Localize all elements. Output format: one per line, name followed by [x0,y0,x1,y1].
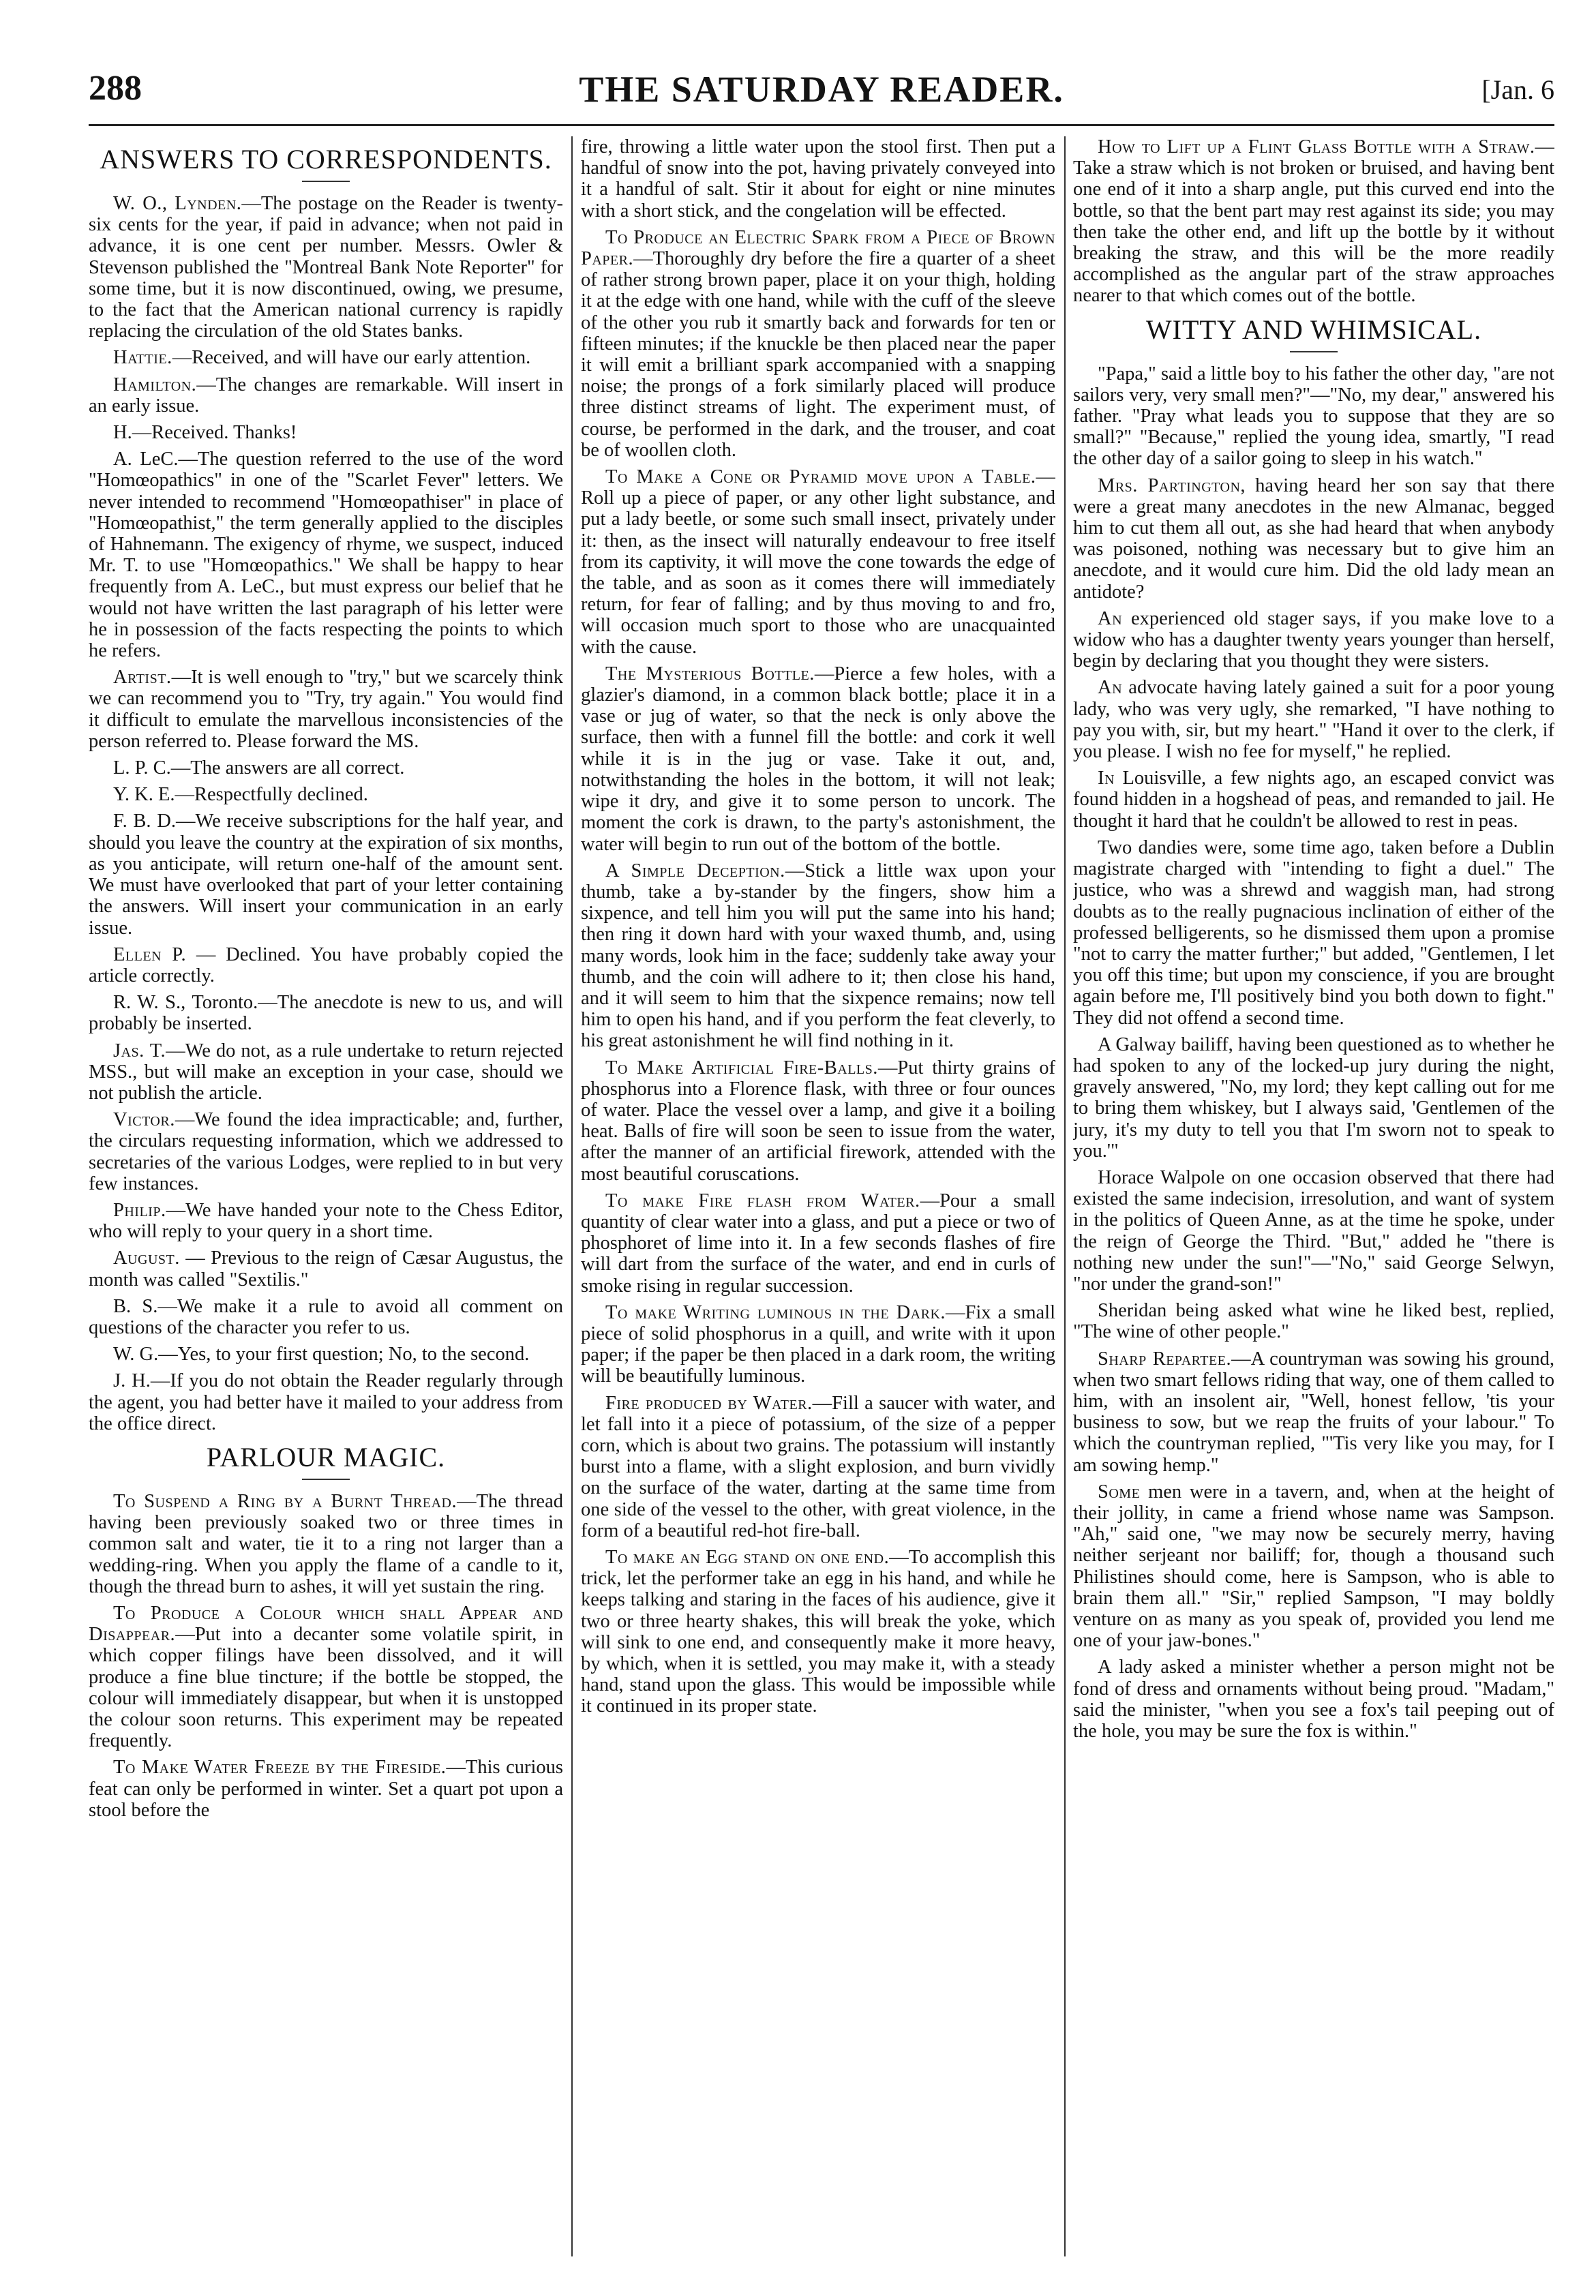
article-paragraph [1073,768,1554,832]
article-paragraph [581,860,1055,1052]
article-paragraph [581,1302,1055,1387]
article-paragraph [581,136,1055,222]
article-paragraph [89,1040,563,1104]
paragraph-text: —Fix a small piece of solid phosphorus in a quill, and write with it upon paper; if the paper be then placed in a dark room, the writing will be beautifully luminous. [581,1301,1055,1387]
paragraph-lead: Ellen P. [113,943,187,965]
article-paragraph [1073,1300,1554,1342]
paragraph-lead: Victor. [113,1109,175,1131]
paragraph-text: advocate having lately gained a suit for a poor young lady, who was very ugly, she remarked, "I have nothing to pay you with, sir, but my heart." "Hand it over to the clerk, if you please. I wish no fee for myself," he replied. [1073,677,1554,763]
article-paragraph [89,193,563,342]
paragraph-text: —Stick a little wax upon your thumb, take a by-stander by the fingers, show him a sixpence, and tell him you will put the same into his hand; then ring it down hard with your waxed thumb, and, using many words, look him in the face; suddenly take away your thumb, and the coin will adhere to it; then close his hand, and it will seem to him that the sixpence remains; now tell him to open his hand, and if you perform the feat cleverly, to his great astonishment he will find nothing in it. [581,860,1055,1052]
paragraph-text: —The changes are remarkable. Will insert in an early issue. [89,374,563,417]
article-paragraph [1073,608,1554,672]
paragraph-text: B. S.—We make it a rule to avoid all comment on questions of the character you refer to us. [89,1295,563,1338]
paragraph-lead: An [1098,607,1123,629]
article-paragraph [1073,475,1554,603]
article-paragraph [89,944,563,986]
paragraph-text: —Fill a saucer with water, and let fall into it a piece of potassium, of the size of a pepper corn, which is about two grains. The potassium will instantly burst into a flame, with a slight explosion, and burn vividly on the surface of the water, darting at the same time from one side of the vessel to the other, with great violence, in the form of a beautiful red-hot fire-ball. [581,1392,1055,1541]
page-number: 288 [89,69,142,108]
column-3 [1073,136,1554,2256]
article-paragraph [581,1057,1055,1185]
article-paragraph [1073,363,1554,470]
paragraph-text: —A countryman was sowing his ground, when two smart fellows riding that way, one of them called to him, with an insolent air, "Well, honest fellow, 'tis your business to sow, but we reap the fruits of your labour." To which the countryman replied, "'Tis very like you may, for I am sowing hemp." [1073,1348,1554,1476]
witty-list [1073,363,1554,1742]
paragraph-text: A lady asked a minister whether a person might not be fond of dress and ornaments without being proud. "Madam," said the minister, "when you see a fox's tail peeping out of the hole, you may be sure the fox is within." [1073,1657,1554,1742]
paragraph-text: —Received, and will have our early attention. [172,347,531,369]
paragraph-text: experienced old stager says, if you make love to a widow who has a daughter twenty years younger than herself, begin by declaring that you thought they were sisters. [1073,607,1554,672]
article-paragraph [581,1393,1055,1541]
paragraph-text: —The thread having been previously soaked two or three times in common salt and water, tie it to a ring not larger than a wedding-ring. When you apply the flame of a candle to it, though the thread burn to ashes, it will yet sustain the ring. [89,1490,563,1597]
paragraph-text: L. P. C.—The answers are all correct. [113,757,405,779]
article-paragraph [89,1491,563,1597]
section-rule [302,1479,350,1480]
section-title-parlour-magic: PARLOUR MAGIC. [206,1441,446,1472]
article-paragraph [89,449,563,661]
article-paragraph [89,1344,563,1365]
paragraph-text: —We have handed your note to the Chess Editor, who will reply to your query in a short time. [89,1199,563,1243]
article-paragraph [89,1248,563,1290]
article-paragraph [581,663,1055,855]
section-title-answers: ANSWERS TO CORRESPONDENTS. [100,144,552,175]
paragraph-text: Sheridan being asked what wine he liked best, replied, "The wine of other people." [1073,1300,1554,1343]
article-paragraph [581,1547,1055,1717]
paragraph-text: — Previous to the reign of Cæsar Augustus, the month was called "Sextilis." [89,1248,563,1290]
paragraph-lead: In [1098,768,1115,789]
paragraph-lead: To Make a Cone or Pyramid move upon a Table. [605,466,1036,488]
paragraph-text: —To accomplish this trick, let the performer take an egg in his hand, and while he keeps talking and staring in the faces of his audience, give it two or three hearty shakes, this will break the yoke, which will sink to one end, and consequently make it more heavy, by which, when it is settled, you may make it, with a steady hand, stand upon the glass. This would be impossible while it continued in its proper state. [581,1547,1055,1717]
paragraph-text: A Galway bailiff, having been questioned as to whether he had spoken to any of the locked-up jury during the night, gravely answered, "No, my lord; they kept calling out for me to bring them whiskey, but I always said, 'Gentlemen of the jury, it's my duty to tell you that I'm sworn not to speak to you.'" [1073,1033,1554,1162]
article-paragraph [1073,136,1554,307]
paragraph-lead: To Make Water Freeze by the Fireside. [113,1757,447,1779]
section-rule [1290,351,1338,352]
paragraph-lead: August. [113,1248,180,1269]
article-paragraph [89,1370,563,1434]
paragraph-lead: Jas. T. [113,1040,166,1061]
paragraph-text: men were in a tavern, and, when at the height of their jollity, in came a friend whose name was Sampson. "Ah," said one, "we may now be securely merry, having neither serjeant nor bailiff; for, though a thousand such Philistines should come, here is Sampson, who is able to brain them all." "Sir," replied Sampson, "I may boldly venture on as many as you speak of, provided you lend me one of your jaw-bones." [1073,1481,1554,1652]
section-title-witty-whimsical: WITTY AND WHIMSICAL. [1145,314,1482,345]
paragraph-text: —We found the idea impracticable; and, further, the circulars requesting information, which we addressed to secretaries of the various Lodges, were replied to in but very few instances. [89,1109,563,1194]
column-2 [581,136,1055,2256]
paragraph-lead: To make Writing luminous in the Dark. [605,1301,946,1323]
paragraph-lead: To Produce a Colour which shall Appear and Disappear. [89,1602,563,1646]
paragraph-lead: To Make Artificial Fire-Balls. [605,1057,878,1078]
paragraph-text: "Papa," said a little boy to his father the other day, "are not sailors very, very small men?"—"No, my dear," answered his father. "Pray what leads you to suppose that they are so small?" "Because," replied the young idea, smartly, "I read the other day of a sailor going to sleep in his watch." [1073,363,1554,470]
article-paragraph [89,1109,563,1194]
paragraph-lead: Sharp Repartee. [1098,1348,1232,1370]
issue-date: [Jan. 6 [1481,74,1554,105]
paragraph-text: —Thoroughly dry before the fire a quarter of a sheet of rather strong brown paper, place it on your thigh, holding it at the edge with one hand, while with the cuff of the sleeve of the other you rub it smartly back and forwards for ten or fifteen minutes; if the knuckle be then placed near the paper it will emit a brilliant spark accompanied with a snapping noise; the prongs of a fork similarly placed will produce three distinct streams of light. The experiment must, of course, be performed in the dark, and the trouser, and coat be of woollen cloth. [581,248,1055,461]
paragraph-text: —It is well enough to "try," but we scarcely think we can recommend you to "Try, try again." You would find it difficult to emulate the marvellous inconsistencies of the person referred to. Please forward the MS. [89,667,563,752]
article-paragraph [1073,1657,1554,1742]
paragraph-text: — Declined. You have probably copied the article correctly. [89,943,563,986]
article-paragraph [89,1200,563,1242]
parlour-magic-list [89,1491,563,1821]
article-paragraph [89,347,563,368]
paragraph-text: —Pierce a few holes, with a glazier's diamond, in a common black bottle; place it in a vase or jug of water, so that the neck is only above the surface, then with a funnel fill the bottle: and cork it well while it is in the jug or vase. Take it out, and, notwithstanding the holes in the bottom, it will not leak; wipe it dry, and give it to some person to uncork. The moment the cork is drawn, to the party's astonishment, the water will begin to run out of the bottom of the bottle. [581,663,1055,855]
column-1 [89,136,563,2256]
paragraph-text: —This curious feat can only be performed in winter. Set a quart pot upon a stool before the [89,1757,563,1821]
article-paragraph [89,811,563,938]
article-paragraph [1073,1034,1554,1162]
article-paragraph [89,1757,563,1821]
article-paragraph [89,757,563,779]
paragraph-lead: To Produce an Electric Spark from a Piece of Brown Paper. [581,226,1055,270]
article-paragraph [89,992,563,1034]
paragraph-text: Y. K. E.—Respectfully declined. [113,784,368,806]
parlour-magic-final [1073,136,1554,307]
article-paragraph [89,667,563,752]
paragraph-text: —Put into a decanter some volatile spirit, in which copper filings have been dissolved, and it will produce a fine blue tincture; if the bottle be stopped, the colour will immediately disappear, but when it is unstopped the colour soon returns. This experiment may be repeated frequently. [89,1624,563,1752]
paragraph-text: —Roll up a piece of paper, or any other light substance, and put a lady beetle, or some such small insect, privately under it: then, as the insect will naturally endeavour to free itself from its captivity, it will move the cone towards the edge of the table, and as soon as it comes there will immediately return, for fear of falling; and by thus moving to and fro, will occasion much sport to those who are unacquainted with the cause. [581,466,1055,658]
answers-list [89,193,563,1434]
article-paragraph [1073,1348,1554,1476]
paragraph-lead: To Suspend a Ring by a Burnt Thread. [113,1490,457,1512]
paragraph-text: H.—Received. Thanks! [113,422,297,444]
paragraph-lead: W. O., Lynden. [113,193,242,214]
paragraph-text: R. W. S., Toronto.—The anecdote is new to us, and will probably be inserted. [89,992,563,1035]
paragraph-lead: Mrs. Partington, [1098,474,1246,496]
paragraph-text: Two dandies were, some time ago, taken before a Dublin magistrate charged with "intending to fight a duel." The justice, who was a shrewd and waggish man, had strong doubts as to the really pugnacious inclination of either of the professed belligerents, so he dismissed them upon a promise "not to carry the matter further;" but added, "Gentlemen, I let you off this time; but upon my conscience, if you are brought again before me, I'll positively bind you both down to fight." They did not offend a second time. [1073,836,1554,1029]
paragraph-lead: Philip. [113,1199,166,1221]
article-paragraph [89,1296,563,1338]
paragraph-lead: Hamilton. [113,374,197,395]
article-paragraph [89,1603,563,1751]
paragraph-lead: The Mysterious Bottle. [605,663,815,684]
paragraph-lead: Artist. [113,667,172,689]
paragraph-text: —Pour a small quantity of clear water into a glass, and put a piece or two of phosphoret of lime into it. In a few seconds flashes of fire will dart from the surface of the water, and end in curls of smoke rising in regular succession. [581,1190,1055,1297]
article-paragraph [89,784,563,805]
paragraph-text: J. H.—If you do not obtain the Reader regularly through the agent, you had better have it mailed to your address from the office direct. [89,1370,563,1434]
paragraph-text: —Put thirty grains of phosphorus into a Florence flask, with three or four ounces of water. Place the vessel over a lamp, and give it a boiling heat. Balls of fire will soon be seen to issue from the water, after the manner of an artificial firework, attended with the most beautiful coruscations. [581,1057,1055,1185]
paragraph-text: Horace Walpole on one occasion observed that there had existed the same indecision, irresolution, and want of system in the politics of Queen Anne, as at the time he spoke, under the reign of George the Third. "But," added he "there is nothing new under the sun!"—"No," said George Selwyn, "nor under the grand-son!" [1073,1166,1554,1295]
article-paragraph [1073,677,1554,762]
paragraph-text: Louisville, a few nights ago, an escaped convict was found hidden in a hogshead of peas, and remanded to jail. He thought it hard that he couldn't be allowed to rest in peas. [1073,768,1554,832]
paragraph-lead: An [1098,677,1123,699]
paragraph-text: —Take a straw which is not broken or bruised, and having bent one end of it into a sharp angle, put this curved end into the bottle, so that the bent part may rest against its side; you may then take the other end, and lift up the bottle by it without breaking the straw, and this will be the more readily accomplished as the angular part of the straw approaches nearer to that which comes out of the bottle. [1073,136,1554,307]
masthead [89,68,1554,116]
column-divider [1064,136,1066,2256]
article-paragraph [89,422,563,443]
paragraph-text: having heard her son say that there were a great many anecdotes in the new Almanac, begged him to cut them all out, as she had heard that when anybody was poisoned, nothing was necessary but to give him an anecdote, and it would cure him. Did the old lady mean an antidote? [1073,474,1554,603]
paragraph-lead: Hattie. [113,347,172,369]
paragraph-text: A. LeC.—The question referred to the use of the word "Homœopathics" in one of the "Scarlet Fever" letters. We never intended to recommend "Homœopathiser" in place of "Homœopathist," the term generally applied to the disciples of Hahnemann. The exigency of rhyme, we suspect, induced Mr. T. to use "Homœopathics." We shall be happy to hear frequently from A. LeC., but must express our belief that he would not have written the last paragraph of his letter were he in possession of the facts respecting the points to which he refers. [89,449,563,662]
article-paragraph [89,374,563,417]
paragraph-lead: A Simple Deception. [605,860,785,881]
article-paragraph [581,1190,1055,1297]
paragraph-lead: To make Fire flash from Water. [605,1190,920,1211]
paragraph-lead: Fire produced by Water. [605,1392,813,1414]
article-paragraph [1073,1167,1554,1295]
publication-title: THE SATURDAY READER. [579,69,1064,110]
article-paragraph [1073,837,1554,1029]
parlour-magic-continued [581,136,1055,1717]
article-paragraph [581,466,1055,658]
paragraph-text: F. B. D.—We receive subscriptions for the half year, and should you leave the country at the expiration of six months, as you anticipate, will return one-half of the amount sent. We must have overlooked that part of your letter containing the answers. Will insert your communication in an early issue. [89,811,563,939]
paragraph-lead: To make an Egg stand on one end. [605,1547,890,1568]
paragraph-lead: Some [1098,1481,1141,1502]
header-rule [89,124,1554,126]
paragraph-text: fire, throwing a little water upon the stool first. Then put a handful of snow into the pot, having privately conveyed into it a handful of salt. Stir it about for eight or nine minutes with a short stick, and the congelation will be effected. [581,136,1055,222]
paragraph-lead: How to Lift up a Flint Glass Bottle with a Straw. [1098,136,1535,157]
column-divider [571,136,573,2256]
article-paragraph [581,227,1055,461]
section-rule [302,181,350,182]
paragraph-text: —The postage on the Reader is twenty-six cents for the year, if paid in advance; when not paid in advance, it is one cent per number. Messrs. Owler & Stevenson published the "Montreal Bank Note Reporter" for some time, but it is now discontinued, owing, we presume, to the fact that the American national currency is rapidly replacing the circulation of the old States banks. [89,193,563,342]
paragraph-text: —We do not, as a rule undertake to return rejected MSS., but will make an exception in your case, should we not publish the article. [89,1040,563,1104]
paragraph-text: W. G.—Yes, to your first question; No, to the second. [113,1344,530,1365]
article-paragraph [1073,1481,1554,1652]
